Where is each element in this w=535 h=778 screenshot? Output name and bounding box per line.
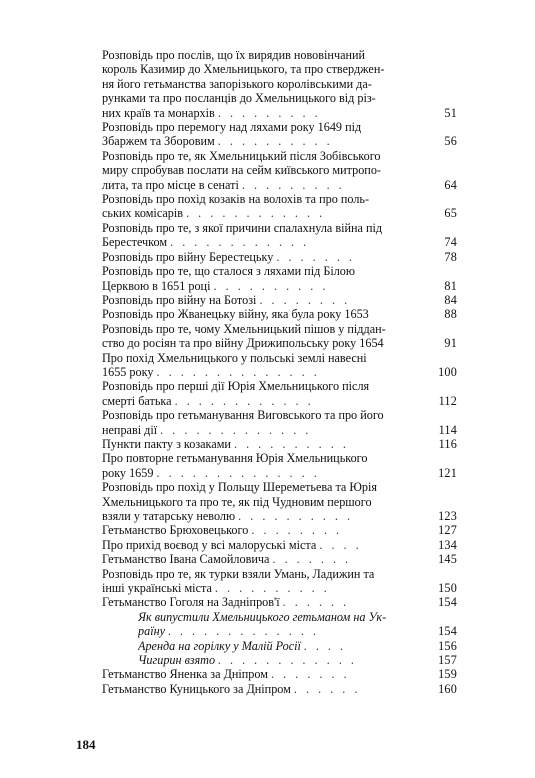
toc-entry-line [102, 538, 457, 552]
toc-page-number: 145 [438, 552, 457, 567]
toc-entry-text: Розповідь про те, як турки взяли Умань, Ладижин та [102, 566, 375, 581]
toc-page-number: 121 [438, 465, 457, 480]
toc-entry-line [102, 495, 457, 509]
toc-entry-text: 1655 року [102, 364, 154, 379]
leader-dots: . . . . . . . . . . . . [174, 393, 314, 408]
toc-entry-line [102, 523, 457, 537]
toc-entry-line [102, 134, 457, 148]
leader-dots: . . . . . . . . . . [233, 436, 349, 451]
toc-entry [102, 567, 457, 596]
toc-entry-line [102, 206, 457, 220]
toc-entry-text: неправі дії [102, 422, 158, 437]
toc-entry-text: Чигирин взято [138, 653, 216, 668]
toc-entry-line [102, 293, 457, 307]
toc-page-number: 156 [438, 638, 457, 653]
toc-entry-text: року 1659 [102, 465, 154, 480]
leader-dots: . . . . . . . . . . . . . [160, 422, 312, 437]
toc-entry-line [102, 120, 457, 134]
toc-entry-text: Про похід Хмельницького у польські землі навесні [102, 350, 367, 365]
toc-entry-line [102, 567, 457, 581]
toc-entry-line [102, 62, 457, 76]
toc-page-number: 112 [438, 393, 457, 408]
toc-entry-text: Збаржем та Зборовим [102, 134, 215, 149]
toc-entry [102, 149, 457, 192]
toc-entry-line [102, 351, 457, 365]
toc-page-number: 64 [444, 177, 457, 192]
toc-entry-line [102, 250, 457, 264]
toc-entry-line [102, 336, 457, 350]
toc-entry [102, 120, 457, 149]
toc-entry-text: Гетьманство Яненка за Дніпром [102, 667, 268, 682]
toc-entry-line [102, 394, 457, 408]
leader-dots: . . . . . . . [271, 667, 350, 682]
leader-dots: . . . . . . . . . . . . [218, 653, 358, 668]
toc-entry-text: Розповідь про перші дії Юрія Хмельницького після [102, 379, 370, 394]
toc-page-number: 157 [438, 653, 457, 668]
leader-dots: . . . . . . . [276, 249, 355, 264]
toc-page-number: 160 [438, 681, 457, 696]
toc-entry-line [102, 149, 457, 163]
toc-entry-text: Розповідь про те, що сталося з ляхами під Білою [102, 264, 355, 279]
toc-entry-text: Про повторне гетьманування Юрія Хмельницького [102, 451, 368, 466]
toc-entry-line [102, 178, 457, 192]
toc-entry-text: Розповідь про послів, що їх вирядив нововінчаний [102, 48, 366, 62]
toc-entry-text: ських комісарів [102, 206, 184, 221]
toc-entry-text: Хмельницького та про те, як під Чудновим першого [102, 494, 372, 509]
toc-entry-line [102, 106, 457, 120]
toc-entry-text: смерті батька [102, 393, 172, 408]
toc-entry-line [102, 235, 457, 249]
toc-page-number: 154 [438, 595, 457, 610]
toc-entry-text: Розповідь про Жванецьку війну, яка була року 1653 [102, 307, 369, 322]
leader-dots: . . . . [319, 537, 362, 552]
toc-entry [102, 322, 457, 351]
toc-page-number: 159 [438, 667, 457, 682]
toc-entry [102, 451, 457, 480]
toc-entry-text: Розповідь про війну на Ботозі [102, 292, 257, 307]
table-of-contents [102, 48, 457, 696]
toc-entry [102, 264, 457, 293]
toc-entry-line [102, 322, 457, 336]
toc-entry-line [102, 279, 457, 293]
toc-entry-line [102, 379, 457, 393]
toc-entry-line [102, 509, 457, 523]
toc-entry-line [102, 264, 457, 278]
leader-dots: . . . . . . . . . . [213, 278, 329, 293]
toc-entry-line [102, 682, 457, 696]
toc-entry-text: Розповідь про війну Берестецьку [102, 249, 274, 264]
toc-page-number: 100 [438, 364, 457, 379]
toc-entry-line [102, 437, 457, 451]
toc-page-number: 74 [444, 235, 457, 250]
toc-entry-text: Розповідь про похід козаків на волохів та про поль- [102, 192, 370, 207]
toc-entry-text: Розповідь про те, як Хмельницький після Зобівського [102, 148, 381, 163]
toc-entry-text: Берестечком [102, 235, 168, 250]
toc-entry [102, 48, 457, 120]
toc-entry-text: лита, та про місце в сенаті [102, 177, 239, 192]
toc-entry-text: Розповідь про гетьманування Виговського та про його [102, 408, 384, 423]
toc-entry-text: ня його гетьманства запорізького королівськими да- [102, 76, 372, 91]
leader-dots: . . . . . . . . . . . . . . [156, 465, 320, 480]
toc-entry-text: Гетьманство Куницького за Дніпром [102, 681, 291, 696]
toc-entry-text: Церквою в 1651 році [102, 278, 211, 293]
toc-entry [102, 379, 457, 408]
toc-entry-line [102, 595, 457, 609]
toc-entry-line [102, 581, 457, 595]
leader-dots: . . . . . . . . . . . . [186, 206, 326, 221]
toc-entry-text: Про прихід воєвод у всі малоруські міста [102, 537, 317, 552]
toc-page-number: 84 [444, 292, 457, 307]
toc-entry-text: Гетьманство Івана Самойловича [102, 552, 270, 567]
toc-entry-text: Гетьманство Брюховецького [102, 523, 249, 538]
leader-dots: . . . . . . . . . . [238, 509, 354, 523]
toc-entry-line [102, 365, 457, 379]
toc-entry [102, 250, 457, 264]
toc-entry [102, 437, 457, 451]
leader-dots: . . . . . . . . . . . . [170, 235, 310, 250]
toc-page-number: 56 [444, 134, 457, 149]
toc-subentry [102, 610, 457, 639]
toc-entry-text: ство до росіян та про війну Дрижипольську року 1654 [102, 336, 384, 351]
toc-entry-text: король Казимир до Хмельницького, та про стверджен- [102, 62, 385, 77]
toc-entry-line [102, 480, 457, 494]
toc-page-number: 88 [444, 307, 457, 322]
toc-entry-line [102, 667, 457, 681]
toc-entry [102, 538, 457, 552]
toc-subentry [102, 639, 457, 653]
toc-entry-text: взяли у татарську неволю [102, 509, 236, 523]
toc-entry [102, 307, 457, 321]
toc-page-number: 65 [444, 206, 457, 221]
leader-dots: . . . . . . . . . . [217, 134, 333, 149]
toc-entry-text: Гетьманство Гоголя на Задніпров'ї [102, 595, 280, 610]
toc-entry [102, 552, 457, 566]
toc-entry [102, 682, 457, 696]
toc-entry-line [102, 552, 457, 566]
toc-entry-text: Розповідь про те, чому Хмельницький пішов у піддан- [102, 321, 386, 336]
toc-entry [102, 192, 457, 221]
toc-entry-line [138, 639, 457, 653]
toc-entry-text: рунками та про посланців до Хмельницького від різ- [102, 91, 376, 106]
toc-entry-text: інші українські міста [102, 581, 212, 596]
toc-entry [102, 480, 457, 523]
toc-entry-text: Розповідь про похід у Польщу Шереметьева та Юрія [102, 480, 377, 495]
leader-dots: . . . . . . . . . [241, 177, 345, 192]
toc-entry-text: Пункти пакту з козаками [102, 436, 231, 451]
toc-entry-text: них країв та монархів [102, 105, 215, 120]
leader-dots: . . . . . . . . . . . . . . [156, 364, 320, 379]
toc-entry-line [102, 163, 457, 177]
toc-entry-text: миру спробував послати на сейм київського митропо- [102, 163, 381, 178]
toc-entry [102, 351, 457, 380]
toc-page-number: 134 [438, 537, 457, 552]
leader-dots: . . . . . . . . [259, 292, 351, 307]
leader-dots: . . . . . . . [272, 552, 352, 567]
toc-entry-line [102, 451, 457, 465]
toc-entry-line [138, 653, 457, 667]
toc-entry-text: Розповідь про перемогу над ляхами року 1649 під [102, 120, 362, 135]
toc-entry-text: раїну [138, 624, 166, 639]
toc-entry-line [102, 408, 457, 422]
toc-page-number: 123 [438, 509, 457, 523]
toc-page-number: 154 [438, 624, 457, 639]
toc-page-number: 81 [444, 278, 457, 293]
toc-page-number: 91 [444, 336, 457, 351]
toc-entry-line [102, 192, 457, 206]
toc-entry [102, 293, 457, 307]
toc-entry [102, 408, 457, 437]
leader-dots: . . . . [303, 638, 347, 653]
toc-entry-line [138, 624, 457, 638]
leader-dots: . . . . . . . . . [217, 105, 321, 120]
toc-entry-line [102, 77, 457, 91]
toc-page-number: 51 [444, 105, 457, 120]
toc-page-number: 150 [438, 581, 457, 596]
toc-page-number: 127 [438, 523, 457, 538]
toc-entry-text: Як випустили Хмельницького гетьманом на Ук- [138, 609, 387, 624]
toc-entry-line [102, 91, 457, 105]
leader-dots: . . . . . . [293, 681, 361, 696]
toc-entry [102, 523, 457, 537]
leader-dots: . . . . . . . . . . . . . [168, 624, 320, 639]
page-number: 184 [76, 737, 96, 752]
toc-entry-line [102, 423, 457, 437]
toc-page-number: 116 [438, 436, 457, 451]
toc-entry [102, 667, 457, 681]
toc-entry [102, 221, 457, 250]
toc-subentry [102, 653, 457, 667]
toc-page-number: 114 [438, 422, 457, 437]
leader-dots: . . . . . . . . . . [214, 581, 330, 596]
toc-page-number: 78 [444, 249, 457, 264]
toc-entry-text: Аренда на горілку у Малій Росії [138, 638, 301, 653]
leader-dots: . . . . . . [282, 595, 350, 610]
toc-entry-line [138, 610, 457, 624]
toc-entry-line [102, 48, 457, 62]
toc-entry-line [102, 307, 457, 321]
toc-entry-line [102, 221, 457, 235]
toc-entry-text: Розповідь про те, з якої причини спалахнула війна під [102, 220, 383, 235]
toc-entry-line [102, 466, 457, 480]
leader-dots: . . . . . . . . [251, 523, 343, 538]
toc-entry [102, 595, 457, 609]
